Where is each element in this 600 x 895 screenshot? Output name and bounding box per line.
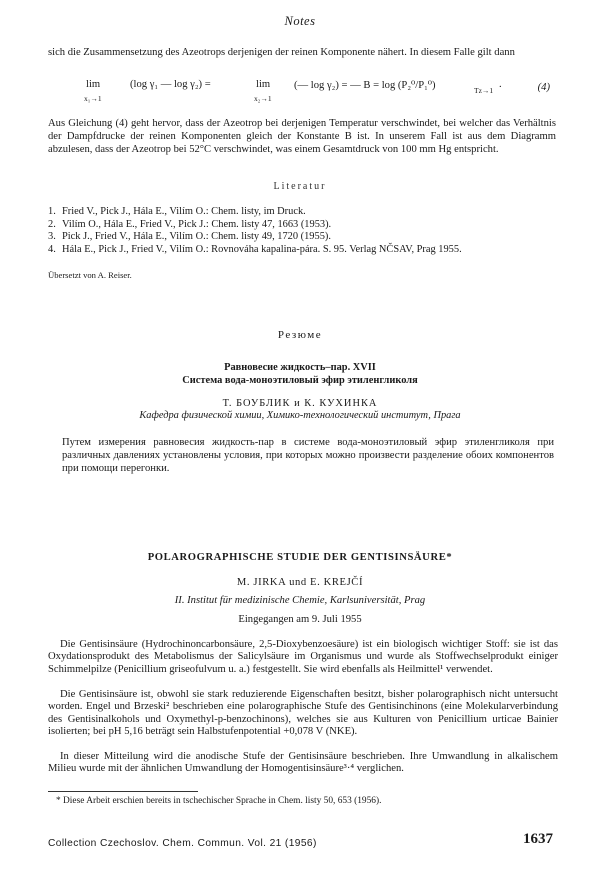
paragraph-equation-discussion: Aus Gleichung (4) geht hervor, dass der Azeotrop bei derjenigen Temperatur verschwindet, bei welcher das Verhältnis der Dampfdrucke der reinen Komponenten gleich der Konstante B ist. In unserem Fall ist aus dem Diagramm abzulesen, dass der Azeotrop bei 52°C verschwindet, was einem Gesamtdruck von 100 mm Hg entspricht. bbox=[48, 118, 556, 156]
resume-title-line-2: Система вода-моноэтиловый эфир этиленгликоля bbox=[182, 375, 418, 386]
reference-number: 3. bbox=[48, 231, 56, 243]
eq-lim-1-sub: x₁→1 bbox=[84, 94, 102, 103]
literature-heading: Literatur bbox=[273, 181, 327, 192]
eq-lim-1: lim bbox=[86, 79, 101, 90]
eq-term-1: (log γ₁ — log γ₂) = bbox=[130, 79, 211, 90]
eq-term-2-end: . bbox=[499, 79, 502, 90]
footnote-divider bbox=[48, 791, 198, 792]
reference-number: 2. bbox=[48, 218, 56, 230]
intro-paragraph: sich die Zusammensetzung des Azeotrops derjenigen der reinen Komponente nähert. In diesem Falle gilt dann bbox=[48, 47, 515, 58]
running-header: Notes bbox=[284, 14, 316, 28]
reference-item bbox=[48, 231, 558, 244]
eq-term-2-sub: Tz→1 bbox=[474, 86, 494, 95]
reference-number: 4. bbox=[48, 243, 56, 255]
article-paragraph-1: Die Gentisinsäure (Hydrochinoncarbonsäure, 2,5-Dioxybenzoesäure) ist ein biologisch wichtiger Stoff: sie ist das Oxydationsprodukt des Metabolismus der Salicylsäure im Organismus und wurde als Stoffwechselprodukt einiger Schimmelpilze (Penicillium griseofulvum u. a.) festgestellt. Sie wird ebenfalls als Heilmittel¹ verwendet. bbox=[48, 639, 558, 675]
equation-4 bbox=[50, 79, 556, 113]
resume-authors: Т. БОУБЛИК и К. КУХИНКА bbox=[222, 398, 378, 409]
reference-text: Vilím O., Hála E., Fried V., Pick J.: Chem. listy 47, 1663 (1953). bbox=[62, 218, 332, 230]
translator-note: Übersetzt von A. Reiser. bbox=[48, 270, 132, 280]
page-number: 1637 bbox=[523, 831, 553, 847]
reference-text: Pick J., Fried V., Hála E., Vilím O.: Chem. listy 49, 1720 (1955). bbox=[62, 231, 331, 243]
article-institute: II. Institut für medizinische Chemie, Karlsuniversität, Prag bbox=[174, 595, 426, 606]
resume-title-line-1: Равновесие жидкость–пар. XVII bbox=[224, 362, 376, 373]
article-paragraph-3: In dieser Mitteilung wird die anodische Stufe der Gentisinsäure beschrieben. Ihre Umwandlung in alkalischem Milieu wurde mit der ähnlichen Umwandlung der Homogentisinsäure³·⁴ verglichen. bbox=[48, 751, 558, 775]
article-authors: M. JIRKA und E. KREJČÍ bbox=[236, 577, 364, 588]
reference-item bbox=[48, 219, 558, 232]
eq-lim-2: lim bbox=[256, 79, 271, 90]
resume-text: Путем измерения равновесия жидкость-пар в системе вода-моноэтиловый эфир этиленгликоля при различных давлениях установлены условия, при которых можно произвести разделение обоих компонентов при помощи перегонки. bbox=[62, 437, 554, 475]
reference-list bbox=[48, 206, 558, 256]
article-title: POLAROGRAPHISCHE STUDIE DER GENTISINSÄURE* bbox=[147, 552, 453, 563]
equation-number: (4) bbox=[537, 82, 550, 93]
reference-item bbox=[48, 206, 558, 219]
resume-institute: Кафедра физической химии, Химико-технологический институт, Прага bbox=[139, 410, 461, 421]
eq-term-2: (— log γ₂) = — B = log (P₂⁰/P₁⁰) bbox=[294, 80, 436, 91]
article-paragraph-2: Die Gentisinsäure ist, obwohl sie stark reduzierende Eigenschaften besitzt, bisher polarographisch nicht untersucht worden. Engel und Brzeski² beschrieben eine polarographische Stufe des Gentisinchinons (eine Molekularverbindung des Gentisinalkohols und Oxymethyl-p-benzochinons), welches sie aus Kulturen von Penicillium urticae Bainier isolierten; bei pH 5,16 beträgt sein Halbstufenpotential +0,078 V (NKE). bbox=[48, 689, 558, 737]
reference-item bbox=[48, 244, 558, 257]
reference-number: 1. bbox=[48, 206, 56, 217]
reference-text: Fried V., Pick J., Hála E., Vilím O.: Chem. listy, im Druck. bbox=[62, 206, 306, 217]
article-received-date: Eingegangen am 9. Juli 1955 bbox=[238, 614, 362, 625]
journal-citation: Collection Czechoslov. Chem. Commun. Vol. 21 (1956) bbox=[48, 838, 317, 849]
resume-heading: Резюме bbox=[277, 329, 323, 341]
reference-text: Hála E., Pick J., Fried V., Vilím O.: Rovnováha kapalina-pára. S. 95. Verlag NČSAV, Prag 1955. bbox=[62, 243, 462, 255]
eq-lim-2-sub: x₂→1 bbox=[254, 94, 272, 103]
article-footnote: * Diese Arbeit erschien bereits in tschechischer Sprache in Chem. listy 50, 653 (1956). bbox=[56, 796, 382, 806]
